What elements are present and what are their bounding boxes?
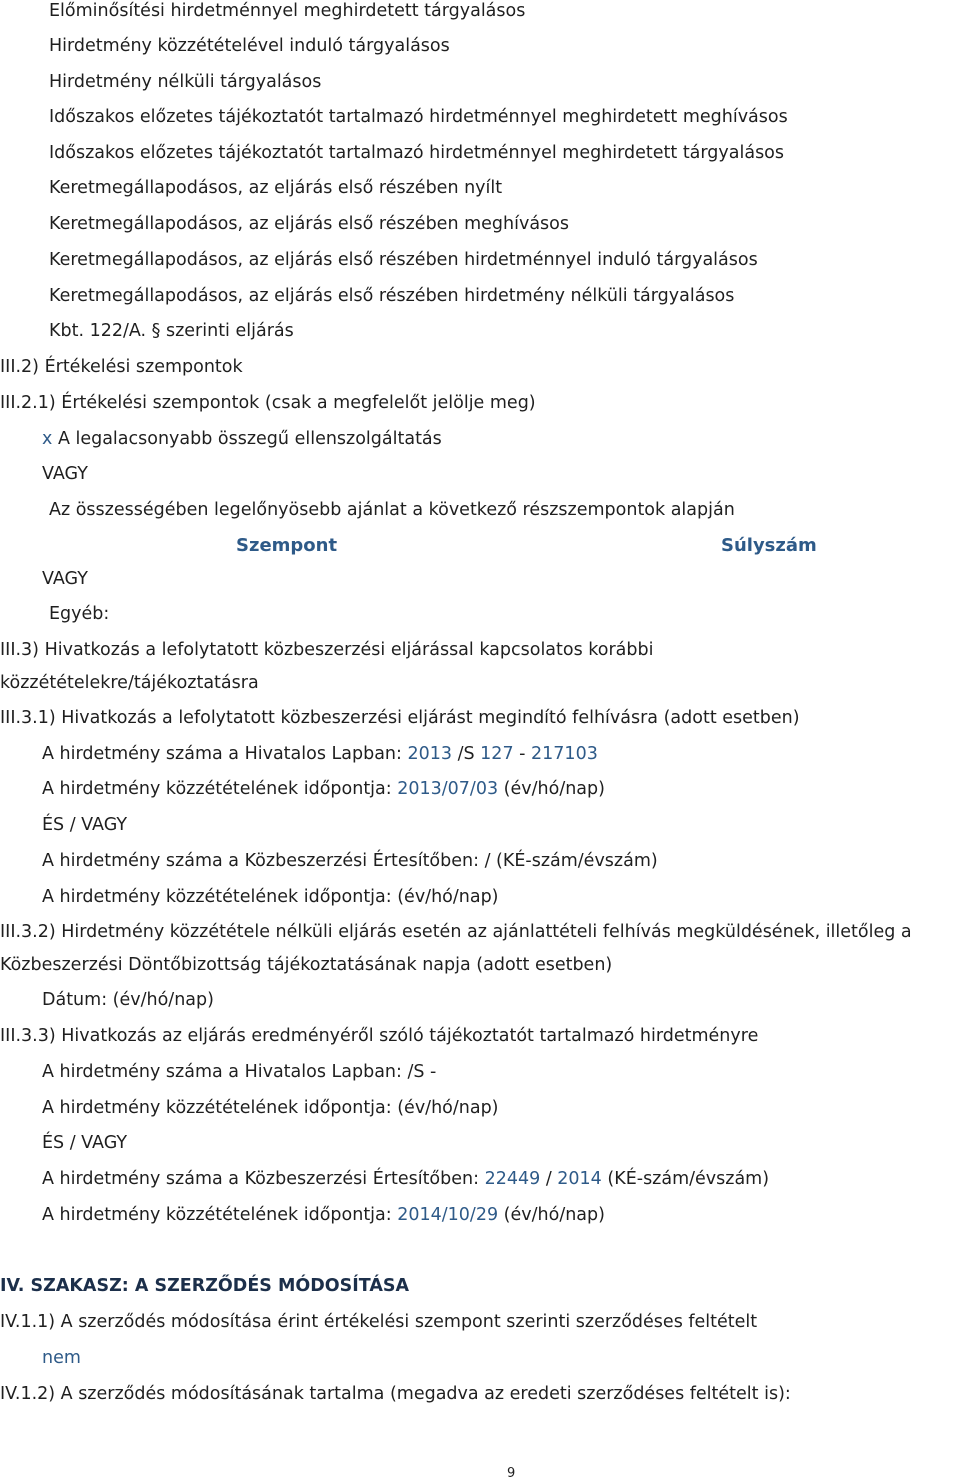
section-title: IV. SZAKASZ: A SZERZŐDÉS MÓDOSÍTÁSA	[0, 1276, 410, 1296]
selected-mark: x	[42, 429, 53, 449]
ke-notice-number: 22449	[484, 1169, 541, 1189]
oj-date-line: A hirdetmény közzétételének időpontja: (év/hó/nap)	[42, 1098, 499, 1118]
or-label: VAGY	[42, 464, 88, 484]
date-value: 2014/10/29	[397, 1205, 499, 1225]
ke-number	[42, 1168, 769, 1190]
criterion-option	[42, 428, 442, 450]
procedure-type: Időszakos előzetes tájékoztatót tartalmazó hirdetménnyel meghirdetett tárgyalásos	[49, 143, 785, 163]
date-format: (év/hó/nap)	[498, 1205, 605, 1225]
procedure-type: Előminősítési hirdetménnyel meghirdetett tárgyalásos	[49, 1, 526, 21]
procedure-type: Keretmegállapodásos, az eljárás első részében hirdetménnyel induló tárgyalásos	[49, 250, 758, 270]
separator: /S	[452, 744, 481, 764]
section-heading: III.2) Értékelési szempontok	[0, 357, 243, 377]
date-format: (év/hó/nap)	[498, 779, 605, 799]
and-or-label: ÉS / VAGY	[42, 1133, 128, 1153]
question: IV.1.1) A szerződés módosítása érint értékelési szempont szerinti szerződéses feltételt	[0, 1312, 758, 1332]
field-label: A hirdetmény száma a Közbeszerzési Értesítőben:	[42, 1169, 485, 1189]
ke-year: 2014	[557, 1169, 602, 1189]
ke-date-line: A hirdetmény közzétételének időpontja: (év/hó/nap)	[42, 887, 499, 907]
oj-issue: 127	[480, 744, 514, 764]
oj-notice-number: 217103	[531, 744, 598, 764]
official-journal-number	[42, 743, 598, 765]
field-label: A hirdetmény száma a Hivatalos Lapban:	[42, 744, 408, 764]
subsection-heading-cont: Közbeszerzési Döntőbizottság tájékoztatásának napja (adott esetben)	[0, 955, 613, 975]
criterion-column-header: Szempont	[236, 535, 338, 556]
section-heading-cont: közzétételekre/tájékoztatásra	[0, 673, 259, 693]
other-label: Egyéb:	[49, 604, 110, 624]
publication-date	[42, 1204, 605, 1226]
option-text: A legalacsonyabb összegű ellenszolgáltatás	[57, 429, 442, 449]
field-label: A hirdetmény közzétételének időpontja:	[42, 1205, 398, 1225]
procedure-type: Keretmegállapodásos, az eljárás első részében meghívásos	[49, 214, 569, 234]
procedure-type: Időszakos előzetes tájékoztatót tartalmazó hirdetménnyel meghirdetett meghívásos	[49, 107, 788, 127]
oj-number-line: A hirdetmény száma a Hivatalos Lapban: /S -	[42, 1062, 437, 1082]
procedure-type: Kbt. 122/A. § szerinti eljárás	[49, 321, 294, 341]
format-hint: (KÉ-szám/évszám)	[601, 1169, 770, 1189]
question: IV.1.2) A szerződés módosításának tartalma (megadva az eredeti szerződéses feltételt is):	[0, 1384, 791, 1404]
procedure-type: Keretmegállapodásos, az eljárás első részében hirdetmény nélküli tárgyalásos	[49, 286, 735, 306]
page-number: 9	[507, 1466, 516, 1481]
or-label: VAGY	[42, 569, 88, 589]
and-or-label: ÉS / VAGY	[42, 815, 128, 835]
oj-year: 2013	[407, 744, 453, 764]
section-heading: III.3) Hivatkozás a lefolytatott közbeszerzési eljárással kapcsolatos korábbi	[0, 640, 654, 660]
answer-value: nem	[42, 1348, 81, 1368]
date-value: 2013/07/03	[397, 779, 499, 799]
procedure-type: Hirdetmény közzétételével induló tárgyalásos	[49, 36, 450, 56]
separator: /	[540, 1169, 558, 1189]
separator: -	[513, 744, 532, 764]
subsection-heading: III.2.1) Értékelési szempontok (csak a megfelelőt jelölje meg)	[0, 393, 536, 413]
ke-number-line: A hirdetmény száma a Közbeszerzési Értesítőben: / (KÉ-szám/évszám)	[42, 851, 658, 871]
criterion-option: Az összességében legelőnyösebb ajánlat a következő részszempontok alapján	[49, 500, 735, 520]
subsection-heading: III.3.3) Hivatkozás az eljárás eredményéről szóló tájékoztatót tartalmazó hirdetményre	[0, 1026, 759, 1046]
field-label: A hirdetmény közzétételének időpontja:	[42, 779, 398, 799]
publication-date	[42, 778, 605, 800]
procedure-type: Keretmegállapodásos, az eljárás első részében nyílt	[49, 178, 503, 198]
procedure-type: Hirdetmény nélküli tárgyalásos	[49, 72, 322, 92]
subsection-heading: III.3.1) Hivatkozás a lefolytatott közbeszerzési eljárást megindító felhívásra (adott esetben)	[0, 708, 800, 728]
weight-column-header: Súlyszám	[721, 535, 817, 556]
date-line: Dátum: (év/hó/nap)	[42, 990, 214, 1010]
subsection-heading: III.3.2) Hirdetmény közzététele nélküli eljárás esetén az ajánlattételi felhívás megküldésének, illetőleg a	[0, 922, 912, 942]
